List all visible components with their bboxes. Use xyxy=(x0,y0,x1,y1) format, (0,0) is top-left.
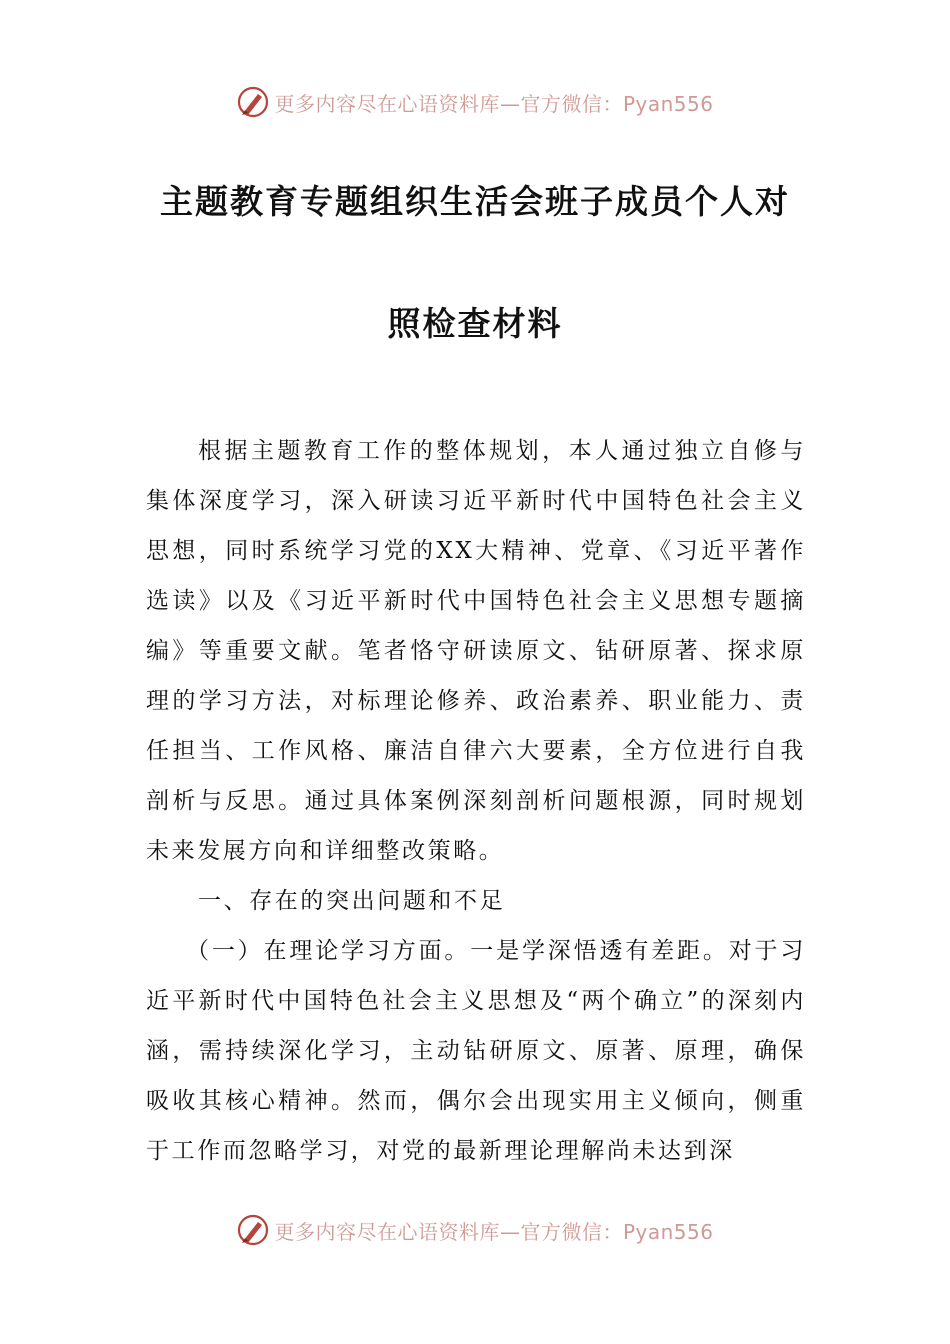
document-title-line2: 照检查材料 xyxy=(387,304,563,343)
pen-logo-icon xyxy=(236,1213,270,1247)
paragraph-intro: 根据主题教育工作的整体规划，本人通过独立自修与集体深度学习，深入研读习近平新时代中国特色社会主义思想，同时系统学习党的XX大精神、党章、《习近平著作选读》以及《习近平新时代中国特色社会主义思想专题摘编》等重要文献。笔者恪守研读原文、钻研原著、探求原理的学习方法，对标理论修养、政治素养、职业能力、责任担当、工作风格、廉洁自律六大要素，全方位进行自我剖析与反思。通过具体案例深刻剖析问题根源，同时规划未来发展方向和详细整改策略。 xyxy=(146,438,806,864)
document-title-line1: 主题教育专题组织生活会班子成员个人对 xyxy=(160,182,790,221)
section-heading: 一、存在的突出问题和不足 xyxy=(198,888,506,914)
watermark-banner-top xyxy=(0,82,950,122)
pen-logo-icon xyxy=(236,85,270,119)
document-body xyxy=(146,426,806,1176)
watermark-text: 更多内容尽在心语资料库—官方微信：Pyan556 xyxy=(274,91,714,116)
paragraph-theory-study: （一）在理论学习方面。一是学深悟透有差距。对于习近平新时代中国特色社会主义思想及“两个确立”的深刻内涵，需持续深化学习，主动钻研原文、原著、原理，确保吸收其核心精神。然而，偶尔会出现实用主义倾向，侧重于工作而忽略学习，对党的最新理论理解尚未达到深 xyxy=(146,938,806,1164)
watermark-banner-bottom xyxy=(0,1210,950,1250)
watermark-text: 更多内容尽在心语资料库—官方微信：Pyan556 xyxy=(274,1219,714,1244)
